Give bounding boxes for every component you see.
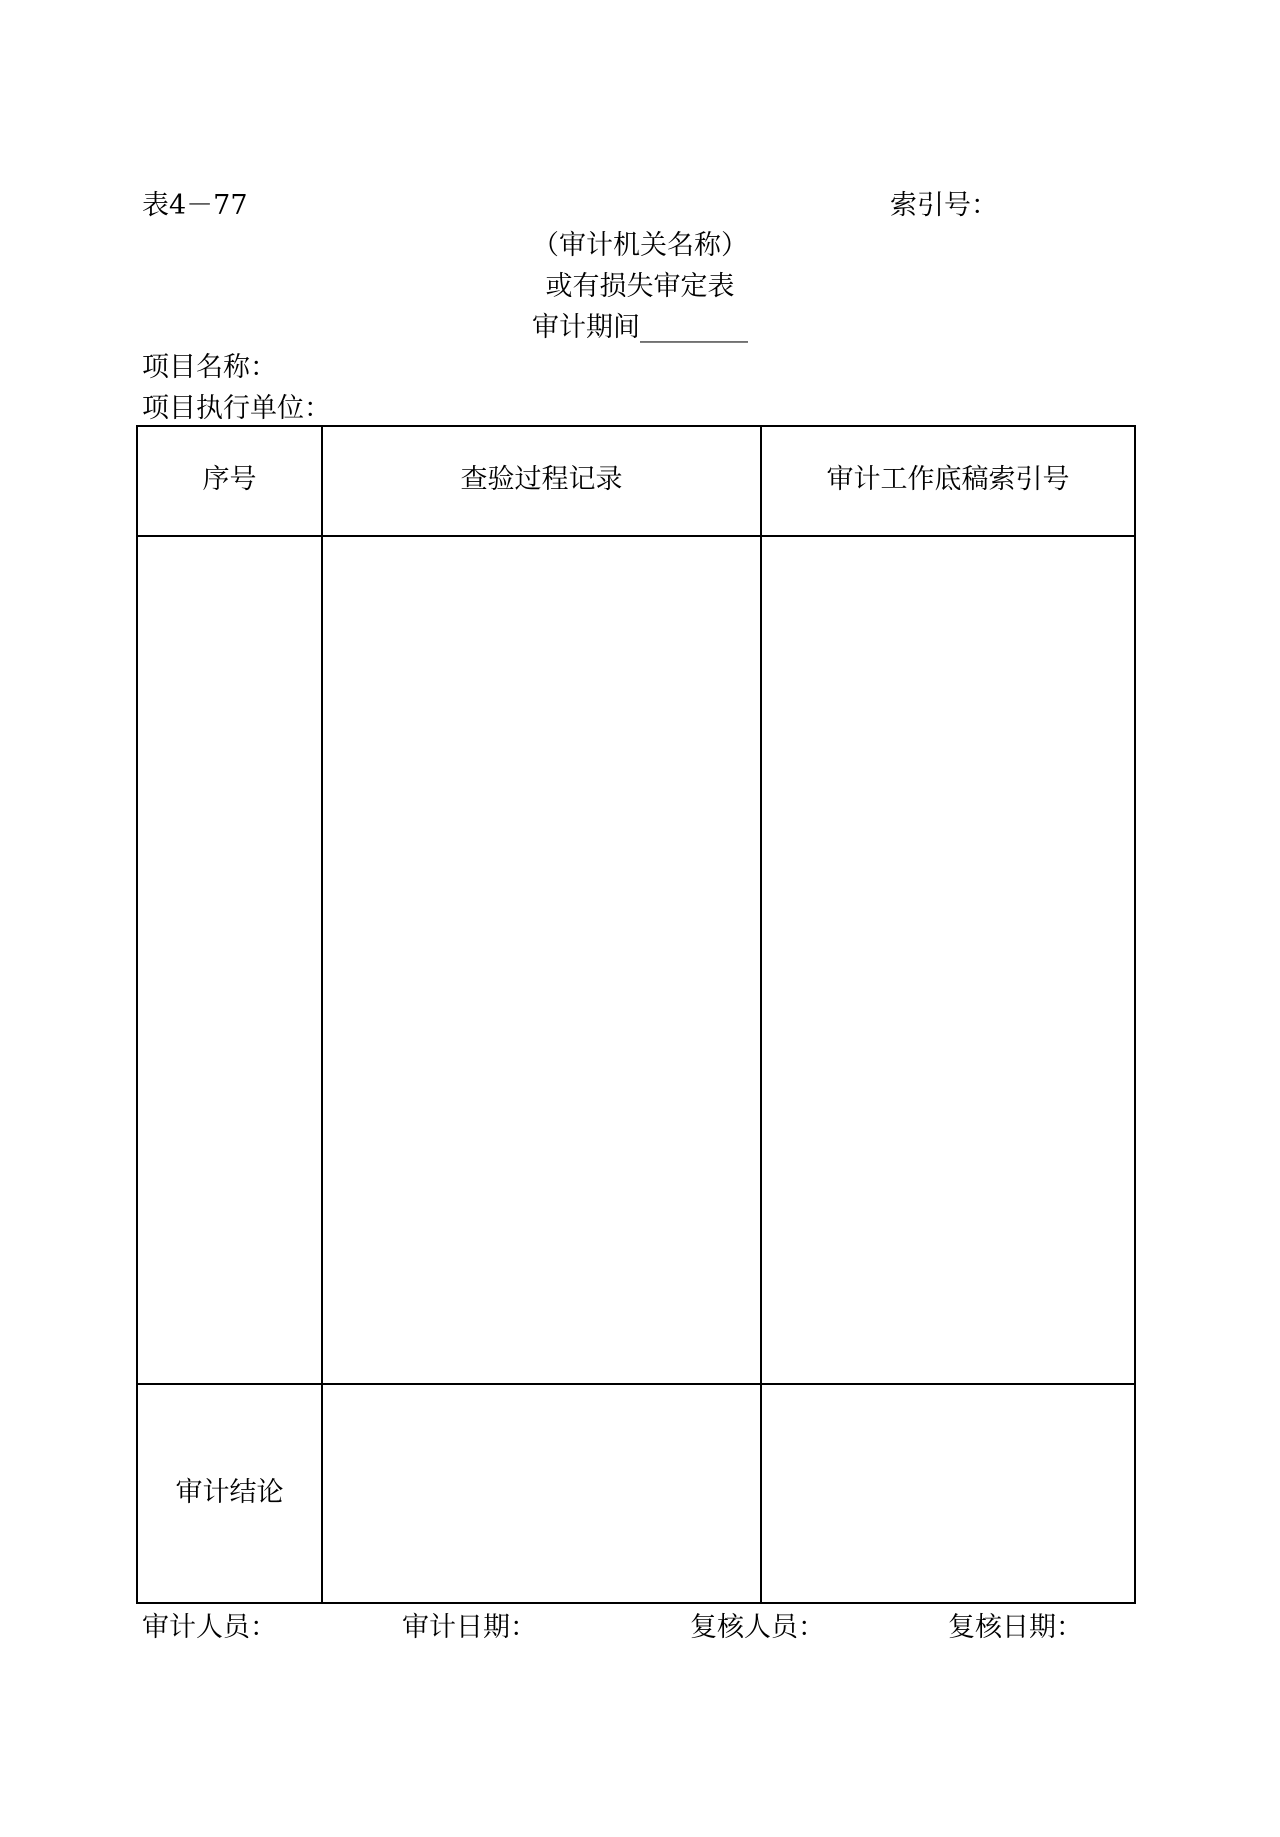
page-title: 或有损失审定表 (545, 271, 735, 302)
reviewer-label: 复核人员： (690, 1612, 825, 1643)
audit-conclusion-cell[interactable] (323, 1385, 760, 1602)
inspection-record-cell[interactable] (323, 537, 760, 1383)
audit-conclusion-label: 审计结论 (175, 1477, 284, 1508)
table-border-right (1134, 425, 1136, 1604)
form-number: 表4－77 (142, 190, 248, 221)
workpaper-index-cell[interactable] (762, 537, 1134, 1383)
review-date-label: 复核日期： (948, 1612, 1083, 1643)
serial-cell[interactable] (138, 537, 321, 1383)
audit-period-label: 审计期间________ (532, 312, 748, 343)
table-border-bottom (136, 1602, 1136, 1604)
auditor-label: 审计人员： (142, 1612, 277, 1643)
project-name-label: 项目名称： (142, 352, 277, 383)
agency-name: （审计机关名称） (532, 230, 748, 261)
executing-unit-label: 项目执行单位： (142, 393, 331, 424)
conclusion-index-cell[interactable] (762, 1385, 1134, 1602)
index-number-label: 索引号： (890, 190, 998, 221)
column-header-workpaper-index: 审计工作底稿索引号 (826, 464, 1070, 495)
column-header-serial: 序号 (202, 464, 257, 495)
table-border-top (136, 425, 1136, 427)
audit-date-label: 审计日期： (402, 1612, 537, 1643)
column-header-inspection-record: 查验过程记录 (460, 464, 623, 495)
